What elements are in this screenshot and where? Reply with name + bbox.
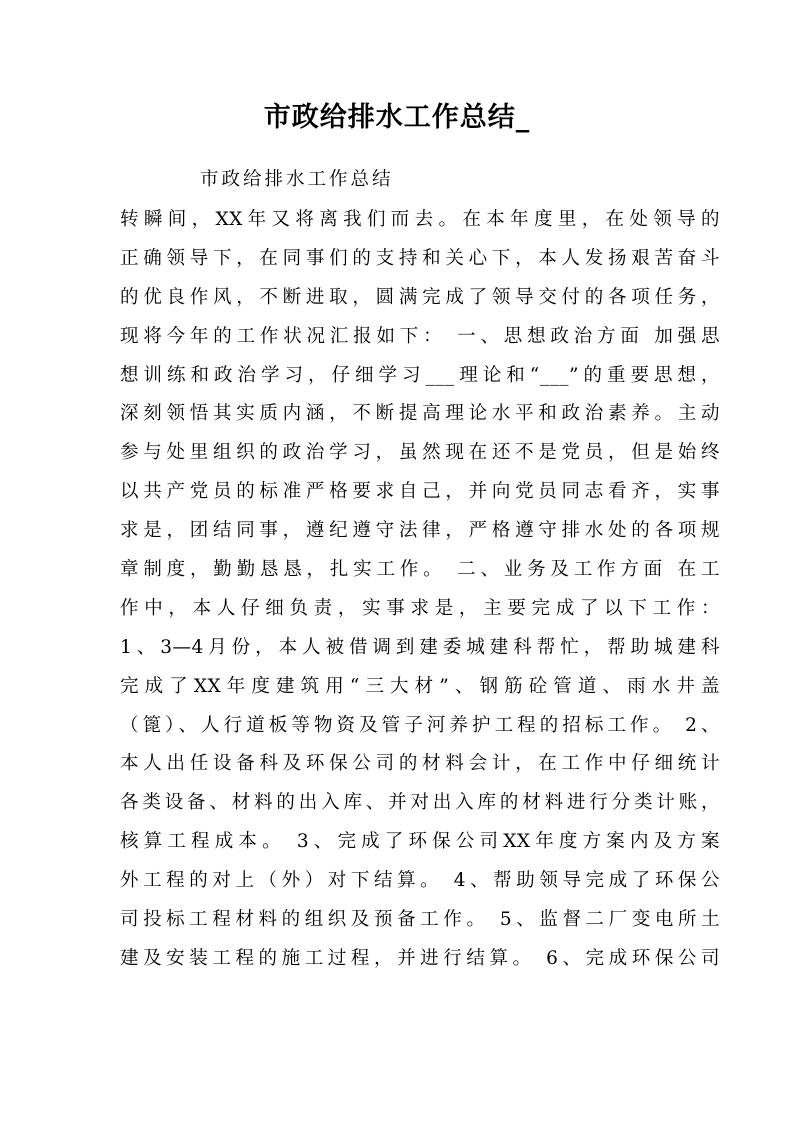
body-line: 司投标工程材料的组织及预备工作。 5、监督二厂变电所土 [120, 909, 720, 931]
body-line: 参与处里组织的政治学习，虽然现在还不是党员，但是始终 [120, 442, 720, 464]
body-line: 外工程的对上（外）对下结算。 4、帮助领导完成了环保公 [120, 870, 720, 892]
body-line: 现将今年的工作状况汇报如下： 一、思想政治方面 加强思 [120, 325, 720, 347]
body-text [120, 201, 720, 979]
body-line: （篦）、人行道板等物资及管子河养护工程的招标工作。 2、 [120, 714, 720, 736]
body-line: 深刻领悟其实质内涵，不断提高理论水平和政治素养。主动 [120, 403, 720, 425]
body-line: 核算工程成本。 3、完成了环保公司XX年度方案内及方案 [120, 831, 720, 853]
body-line: 正确领导下，在同事们的支持和关心下，本人发扬艰苦奋斗 [120, 247, 720, 269]
body-line: 求是，团结同事，遵纪遵守法律，严格遵守排水处的各项规 [120, 520, 720, 542]
body-line: 作中，本人仔细负责，实事求是，主要完成了以下工作： [120, 597, 720, 619]
body-line: 转瞬间，XX年又将离我们而去。在本年度里，在处领导的 [120, 209, 720, 230]
document-subtitle: 市政给排水工作总结 [200, 169, 394, 190]
body-line: 想训练和政治学习，仔细学习___理论和“___”的重要思想， [120, 364, 720, 386]
document-title: 市政给排水工作总结_ [263, 102, 531, 133]
body-line: 章制度，勤勤恳恳，扎实工作。 二、业务及工作方面 在工 [120, 559, 720, 581]
body-line: 本人出任设备科及环保公司的材料会计，在工作中仔细统计 [120, 753, 720, 775]
body-line: 建及安装工程的施工过程，并进行结算。 6、完成环保公司 [120, 947, 720, 969]
body-line: 完成了XX年度建筑用“三大材”、钢筋砼管道、雨水井盖 [120, 675, 720, 697]
body-line: 以共产党员的标准严格要求自己，并向党员同志看齐，实事 [120, 481, 720, 503]
body-line: 各类设备、材料的出入库、并对出入库的材料进行分类计账， [120, 792, 720, 814]
body-line: 1、3—4月份，本人被借调到建委城建科帮忙，帮助城建科 [120, 636, 720, 658]
body-line: 的优良作风，不断进取，圆满完成了领导交付的各项任务， [120, 286, 720, 308]
